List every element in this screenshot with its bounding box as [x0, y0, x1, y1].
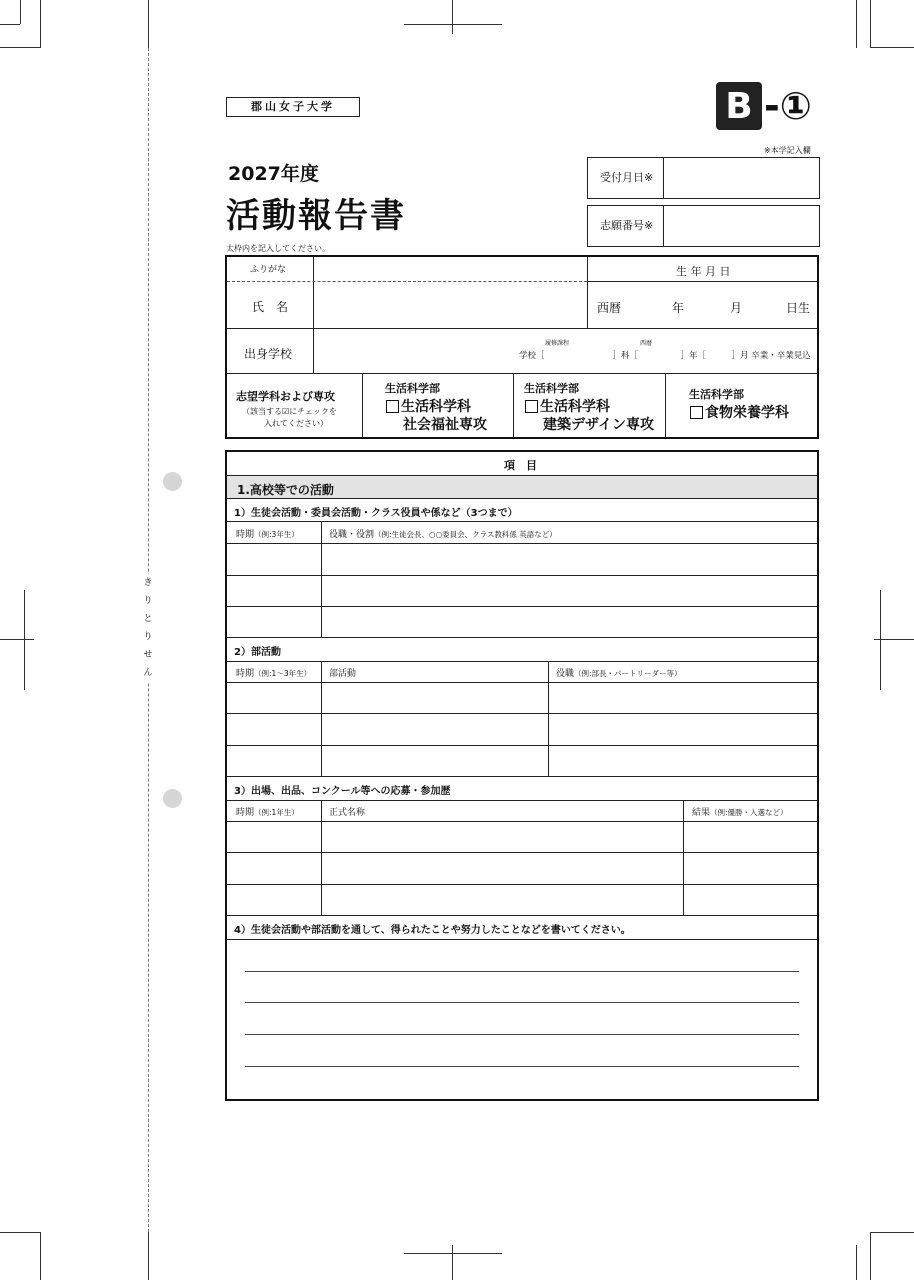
- birth-era: 西暦: [597, 301, 622, 315]
- crop-mark: [20, 0, 21, 24]
- writing-line: [245, 971, 799, 972]
- department-sub1: （該当する☑にチェックを: [242, 407, 337, 416]
- crop-mark: [452, 1245, 453, 1280]
- name-label: 氏 名: [252, 300, 289, 314]
- school-line: 学校［ ］科［ ］年［ ］月 卒業・卒業見込: [519, 351, 811, 361]
- s1-title: 1）生徒会活動・委員会活動・クラス役員や係など（3つまで）: [234, 508, 518, 519]
- checkbox[interactable]: [690, 406, 703, 419]
- school-label: 出身学校: [244, 347, 293, 361]
- s3-col-name: 正式名称: [329, 808, 366, 818]
- crop-mark: [148, 1232, 149, 1280]
- checkbox[interactable]: [525, 400, 538, 413]
- s2-row-1[interactable]: [229, 684, 815, 711]
- choice-1-option[interactable]: [386, 396, 471, 416]
- s1-row-1[interactable]: [229, 545, 815, 573]
- era-note: 西暦: [640, 340, 653, 347]
- birth-date-label: 生 年 月 日: [676, 265, 731, 278]
- writing-line: [245, 1066, 799, 1067]
- instruction: 太枠内を記入してください。: [226, 244, 330, 253]
- writing-line: [245, 1002, 799, 1003]
- birth-month-unit: 月: [730, 301, 743, 315]
- choice-2-major: 建築デザイン専攻: [543, 417, 655, 433]
- punch-hole: [163, 789, 182, 808]
- s2-title: 2）部活動: [234, 647, 281, 658]
- choice-3-option[interactable]: [690, 402, 789, 422]
- cut-line-text: き り と り せ ん: [142, 574, 154, 682]
- form-code-number: -①: [764, 84, 812, 128]
- birth-year-unit: 年: [672, 301, 685, 315]
- s4-title: 4）生徒会活動や部活動を通して、得られたことや努力したことなどを書いてください。: [234, 925, 631, 936]
- crop-mark: [40, 1232, 41, 1280]
- s3-row-2[interactable]: [229, 854, 815, 882]
- section-title: 1.高校等での活動: [237, 483, 334, 497]
- form-code: [716, 82, 812, 130]
- crop-mark: [880, 590, 881, 690]
- crop-mark: [404, 24, 502, 25]
- university-name: 郡山女子大学: [226, 97, 360, 117]
- office-note: ※本学記入欄: [764, 146, 811, 155]
- crop-mark: [24, 590, 25, 690]
- form-year: 2027年度: [228, 163, 319, 185]
- s3-title: 3）出場、出品、コンクール等への応募・参加歴: [234, 786, 451, 797]
- crop-mark: [0, 47, 40, 48]
- furigana-label: ふりがな: [250, 265, 287, 275]
- s2-row-2[interactable]: [229, 715, 815, 743]
- department-label: 志望学科および専攻: [236, 390, 335, 403]
- school-input[interactable]: [316, 331, 816, 371]
- checkbox[interactable]: [386, 400, 399, 413]
- s4-text-area[interactable]: [229, 941, 815, 1097]
- crop-mark: [404, 1253, 502, 1254]
- s3-col-result: 結果（例:優勝・入選など）: [692, 808, 788, 818]
- furigana-input[interactable]: [316, 259, 584, 279]
- choice-1-major: 社会福祉専攻: [403, 417, 487, 433]
- items-header: 項 目: [504, 459, 537, 472]
- s2-col-position: 役職（例:部長・パートリーダー等）: [556, 669, 682, 679]
- choice-2-dept: 生活科学科: [540, 399, 610, 415]
- birth-day-unit: 日生: [786, 301, 811, 315]
- choice-3-faculty: 生活科学部: [689, 388, 744, 401]
- name-input[interactable]: [316, 284, 584, 326]
- office-field-application-number: [587, 205, 820, 247]
- s2-col-club: 部活動: [329, 669, 357, 679]
- s3-col-period: 時期（例:1年生）: [236, 808, 299, 818]
- department-sub2: 入れてください）: [264, 419, 328, 428]
- crop-mark: [870, 0, 871, 48]
- s1-row-3[interactable]: [229, 608, 815, 635]
- choice-2-option[interactable]: [525, 396, 610, 416]
- crop-mark: [452, 0, 453, 34]
- crop-mark: [148, 0, 149, 48]
- crop-mark: [0, 1232, 40, 1233]
- crop-mark: [870, 1232, 871, 1280]
- form-code-letter: B: [716, 82, 762, 130]
- punch-hole: [163, 472, 182, 491]
- writing-line: [245, 1034, 799, 1035]
- crop-mark: [40, 0, 41, 48]
- s2-row-3[interactable]: [229, 747, 815, 774]
- s2-col-period: 時期（例:1〜3年生）: [236, 669, 312, 679]
- crop-mark: [0, 24, 20, 25]
- crop-mark: [870, 47, 914, 48]
- choice-1-dept: 生活科学科: [401, 399, 471, 415]
- s3-row-3[interactable]: [229, 886, 815, 913]
- crop-mark: [856, 1245, 857, 1280]
- page-title: 活動報告書: [226, 196, 406, 236]
- crop-mark: [856, 0, 857, 48]
- choice-2-faculty: 生活科学部: [524, 382, 579, 395]
- office-field-reception-date: [587, 157, 820, 199]
- s1-row-2[interactable]: [229, 577, 815, 604]
- course-note: 履修課程: [545, 340, 570, 347]
- s1-col-role: 役職・役割（例:生徒会長、○○委員会、クラス教科係 英語など）: [329, 530, 557, 540]
- crop-mark: [870, 1232, 914, 1233]
- crop-mark: [0, 639, 34, 640]
- choice-1-faculty: 生活科学部: [385, 382, 440, 395]
- s3-row-1[interactable]: [229, 823, 815, 850]
- birth-date-input[interactable]: [590, 284, 816, 326]
- office-field-label: 志願番号※: [588, 206, 664, 246]
- s1-col-period: 時期（例:3年生）: [236, 530, 299, 540]
- choice-3-dept: 食物栄養学科: [705, 405, 789, 421]
- office-field-label: 受付月日※: [588, 158, 664, 198]
